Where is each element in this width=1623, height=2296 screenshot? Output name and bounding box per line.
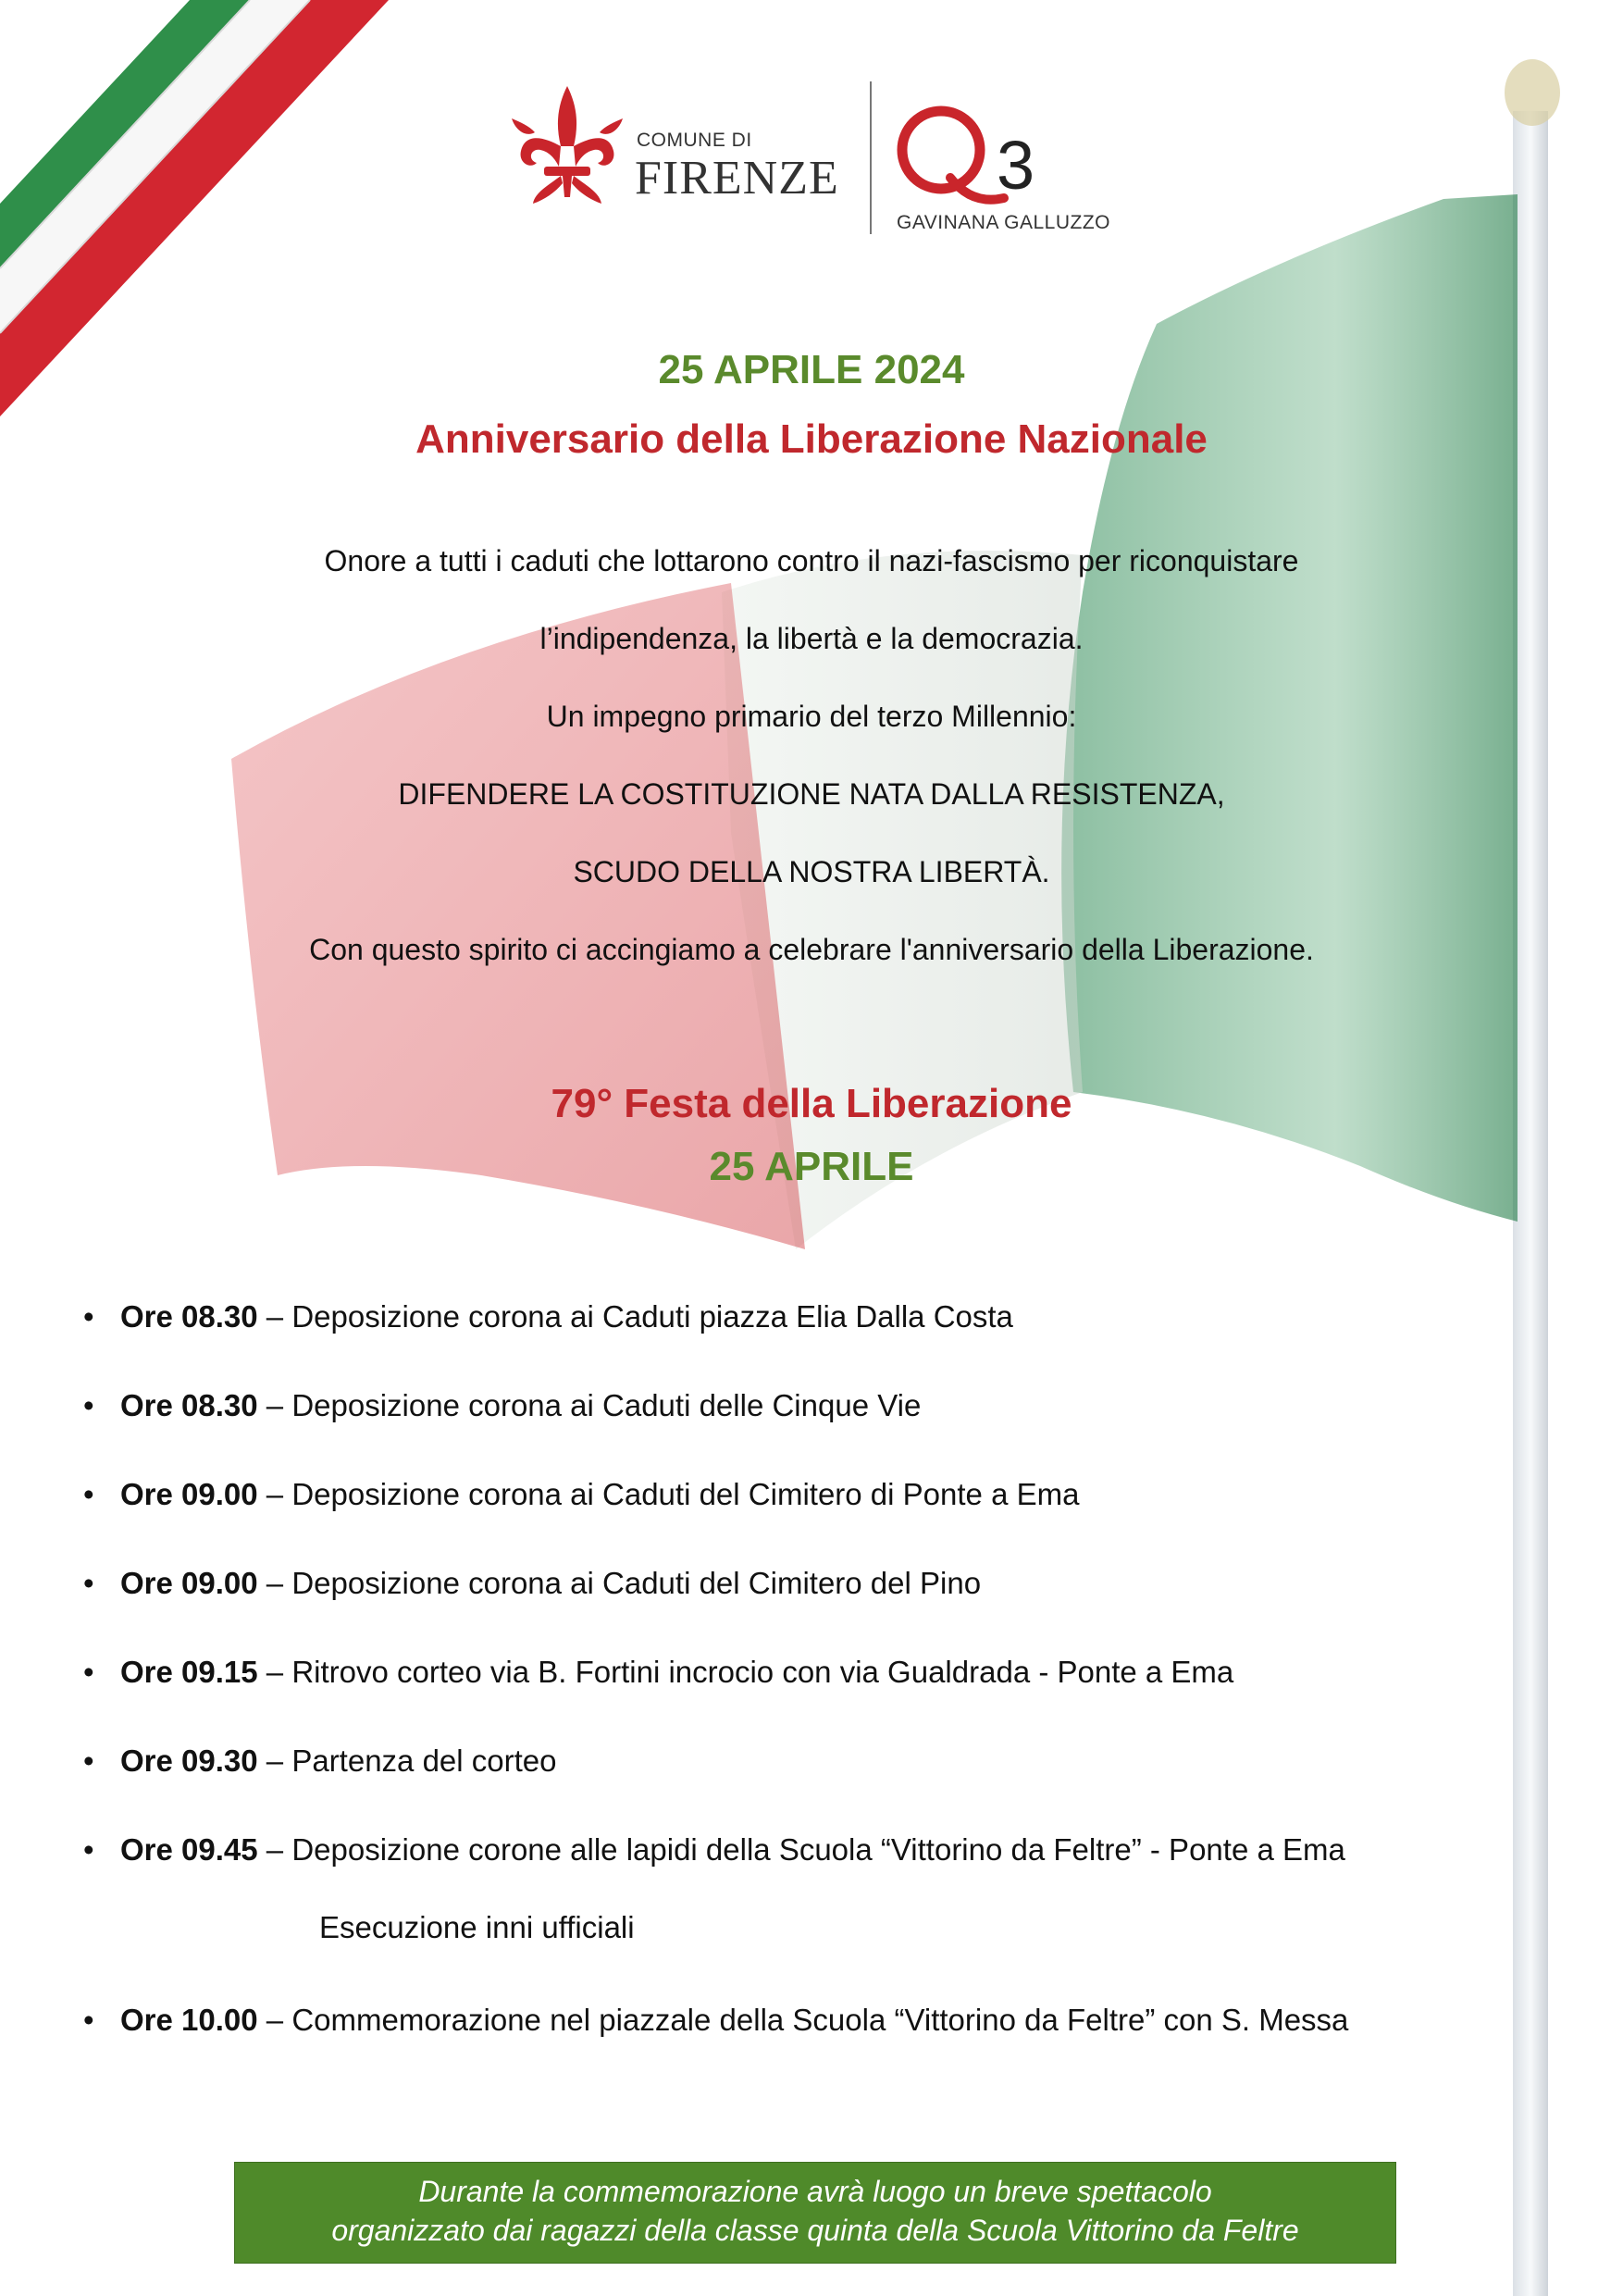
schedule-time: Ore 09.45 <box>120 1832 258 1867</box>
q3-caption: GAVINANA GALLUZZO <box>897 212 1110 233</box>
intro-line: Onore a tutti i caduti che lottarono contro il nazi-fascismo per riconquistare <box>324 544 1299 577</box>
schedule-text: – Deposizione corone alle lapidi della Scuola “Vittorino da Feltre” - Ponte a Ema <box>266 1832 1345 1867</box>
bullet-icon: • <box>83 1744 94 1778</box>
intro-line: l’indipendenza, la libertà e la democrazia. <box>539 622 1084 655</box>
schedule-text: – Commemorazione nel piazzale della Scuola “Vittorino da Feltre” con S. Messa <box>266 2003 1349 2037</box>
florence-lily-icon <box>507 81 627 211</box>
bullet-icon: • <box>83 1388 94 1422</box>
firenze-label: FIRENZE <box>635 152 839 205</box>
anniversary-title: Anniversario della Liberazione Nazionale <box>415 416 1208 462</box>
q3-number: 3 <box>997 127 1035 204</box>
intro-line: SCUDO DELLA NOSTRA LIBERTÀ. <box>573 855 1050 888</box>
schedule-time: Ore 09.30 <box>120 1744 258 1778</box>
intro-line: Un impegno primario del terzo Millennio: <box>546 700 1077 733</box>
schedule-text: – Deposizione corona ai Caduti del Cimitero del Pino <box>266 1566 982 1600</box>
schedule-item <box>83 1566 981 1601</box>
schedule-item <box>83 1388 921 1423</box>
intro-line: Con questo spirito ci accingiamo a celebrare l'anniversario della Liberazione. <box>309 933 1314 966</box>
schedule-text: – Deposizione corona ai Caduti delle Cinque Vie <box>266 1388 922 1422</box>
schedule-time: Ore 09.15 <box>120 1655 258 1689</box>
schedule-item <box>83 1477 1079 1512</box>
logo-divider <box>870 81 872 234</box>
schedule-item <box>83 2003 1348 2038</box>
schedule-text: – Deposizione corona ai Caduti del Cimitero di Ponte a Ema <box>266 1477 1080 1511</box>
bullet-icon: • <box>83 1832 94 1867</box>
note-box <box>234 2162 1396 2264</box>
schedule-time: Ore 08.30 <box>120 1388 258 1422</box>
tricolor-ribbon <box>0 0 463 463</box>
schedule-text: – Deposizione corona ai Caduti piazza Elia Dalla Costa <box>266 1299 1013 1334</box>
festa-date: 25 APRILE <box>709 1144 914 1189</box>
festa-title: 79° Festa della Liberazione <box>551 1081 1072 1126</box>
schedule-subtext: Esecuzione inni ufficiali <box>319 1910 635 1944</box>
schedule-time: Ore 10.00 <box>120 2003 258 2037</box>
comune-di-label: COMUNE DI <box>637 130 752 151</box>
bullet-icon: • <box>83 1477 94 1511</box>
schedule-text: – Partenza del corteo <box>266 1744 557 1778</box>
schedule-item <box>83 1744 557 1779</box>
schedule-time: Ore 08.30 <box>120 1299 258 1334</box>
schedule-item <box>83 1832 1345 1868</box>
schedule-item <box>83 1299 1013 1334</box>
event-date-title: 25 APRILE 2024 <box>658 347 965 392</box>
bullet-icon: • <box>83 1655 94 1689</box>
q3-logo-icon <box>893 94 1059 215</box>
bullet-icon: • <box>83 1566 94 1600</box>
intro-line: DIFENDERE LA COSTITUZIONE NATA DALLA RESISTENZA, <box>398 777 1225 811</box>
bullet-icon: • <box>83 2003 94 2037</box>
schedule-text: – Ritrovo corteo via B. Fortini incrocio con via Gualdrada - Ponte a Ema <box>266 1655 1234 1689</box>
bullet-icon: • <box>83 1299 94 1334</box>
schedule-time: Ore 09.00 <box>120 1477 258 1511</box>
note-line: organizzato dai ragazzi della classe quinta della Scuola Vittorino da Feltre <box>331 2214 1299 2247</box>
schedule-time: Ore 09.00 <box>120 1566 258 1600</box>
schedule-item <box>83 1655 1233 1690</box>
note-line: Durante la commemorazione avrà luogo un breve spettacolo <box>418 2175 1212 2208</box>
